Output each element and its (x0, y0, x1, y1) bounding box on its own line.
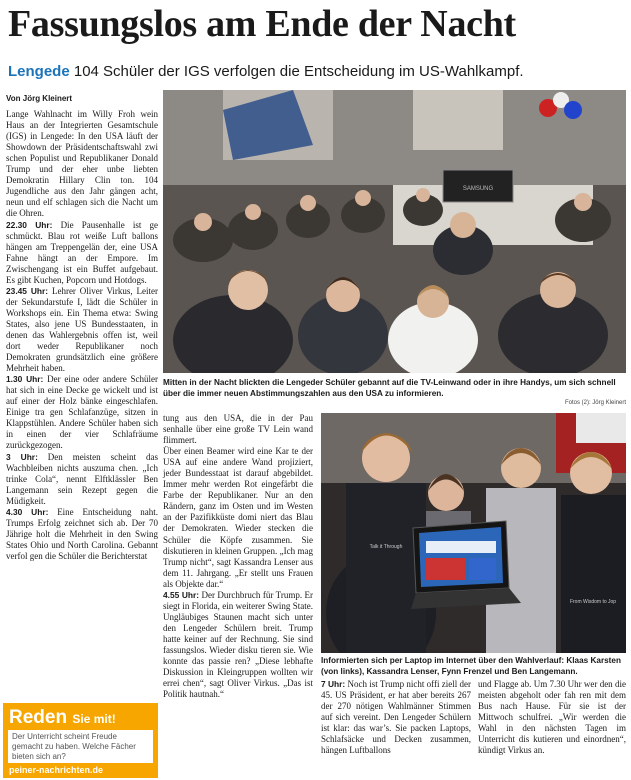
photo-laptop-group (321, 413, 626, 653)
time-label: 4.30 Uhr: (6, 506, 49, 517)
article-column-3 (321, 679, 471, 756)
paragraph-text: Eine Entscheidung naht. Trumps Erfolg zeichnet sich ab. Der 70 Jährige holt die Mehrheit in den Swing States Ohio und North Carolina. Gebannt verfol gen die Schüler die Berichterstat (6, 506, 159, 561)
article-column-4 (478, 679, 626, 756)
subline-kicker: Lengede (8, 63, 70, 80)
paragraph: Lange Wahlnacht im Willy Froh wein Haus an der Integrierten Gesamtschule (IGS) in Lengede: In den USA läuft der Showdown der Präsidentschaftswahl zwi schen Populist und Republikaner Donald Trump und der eher unbe liebten Demokratin Hillary Clin ton. 104 Jugendliche aus den Jahr gängen acht, neun und elf schlagen sich die Nacht um die Ohren. (6, 109, 158, 219)
subline (8, 62, 628, 82)
time-label: 1.30 Uhr: (6, 374, 44, 385)
reader-promo-box[interactable] (3, 703, 158, 778)
promo-title-suffix: Sie mit! (72, 712, 116, 726)
promo-title (9, 707, 116, 730)
article-column-2 (163, 413, 313, 700)
paragraph: Über einen Beamer wird eine Kar te der USA auf eine andere Wand projiziert, jeder Bundesstaat ist darauf abgebildet. Immer mehr werden Rot eingefärbt die Farbe der Republikaner. Nur an den Rändern, ganz im Osten und im Westen an der Pazifikküste domi niert das Blau der Demokraten. Wieder stecken die Schüler die Köpfe zusammen. Sie diskutieren in kleinen Gruppen. „Ich mag Trump nicht“, sagt Kassandra Lenser aus dem 11. Jahrgang. „Er stellt uns Frauen als Objekte dar.“ (163, 446, 313, 589)
laptop-brand: SAMSUNG (462, 186, 494, 192)
paragraph: tung aus den USA, die in der Pau senhalle über eine große TV Lein wand flimmert. (163, 413, 313, 446)
paragraph (6, 286, 158, 374)
paragraph-text: Der Durchbruch für Trump. Er siegt in Florida, ein weiterer Swing State. Ungläubiges Staunen macht sich unter den Lengeder Schülern breit. Trump hatte keiner auf der Rechnung. Sie sind fassungslos. Wieder disku tieren sie. Wie konnte das passie ren? „Diese lebhafte Diskussion in Kleingruppen wollten wir errei chen“, sagt Oliver Virkus. „Das ist Politik hautnah.“ (163, 589, 314, 700)
paragraph-text: Der eine oder andere Schüler hat sich in eine Decke ge wickelt und ist auf einer der Holz bänke eingeschlafen. Einige tra gen Schlafanzüge, sitzen in Klappstühlen. Andere Schüler haben sich in einen der vier Schlafräume zurückgezogen. (6, 374, 159, 451)
promo-link[interactable]: peiner-nachrichten.de (9, 765, 104, 775)
article-column-1 (6, 93, 158, 562)
paragraph-text: Die Pausenhalle ist ge schmückt. Blau rot weiße Luft ballons hängen am Treppengelän der, eine USA Fahne hängt an der Empore. Im Zwischengang ist ein Buffet aufgebaut. Es gibt Kuchen, Popcorn und Hotdogs. (6, 219, 159, 285)
time-label: 23.45 Uhr: (6, 285, 49, 296)
paragraph (6, 374, 158, 451)
subline-text: 104 Schüler der IGS verfolgen die Entscheidung im US-Wahlkampf. (73, 63, 524, 80)
paragraph (163, 590, 313, 700)
time-label: 7 Uhr: (321, 679, 346, 689)
promo-question: Der Unterricht scheint Freude gemacht zu haben. Welche Fächer bieten sich an? (8, 730, 153, 763)
paragraph-text: Den meisten scheint das Wachbleiben nichts auszuma chen. „Ich trinke Cola“, nennt Elftklässler Ben Langemann sein Rezept gegen die Müdigkeit. (6, 451, 158, 506)
photo-students-watching (163, 90, 626, 373)
paragraph-text: Noch ist Trump nicht offi ziell der 45. US Präsident, er hat aber bereits 267 der 270 nötigen Wahlmänner Stimmen auf sich vereint. Den Lengeder Schülern ist klar: das war’s. Sie packen Laptops, Schlafsäcke und Decken zusammen, hängen Luftballons (321, 679, 472, 756)
photo-illustration (321, 413, 626, 653)
photo1-caption: Mitten in der Nacht blickten die Lengeder Schüler gebannt auf die TV-Leinwand oder in ihre Handys, um sich schnell über die immer neuen Abstimmungszahlen aus den USA zu informieren. (163, 378, 616, 398)
paragraph (6, 452, 158, 507)
paragraph: und Flagge ab. Um 7.30 Uhr wer den die meisten abgeholt oder fah ren mit dem Bus nach Hause. Für sie ist der Mittwoch schulfrei. „Wir werden die Wahl in den nächsten Tagen im Unterricht dis kutieren und einordnen“, kündigt Virkus an. (478, 679, 626, 756)
photo2-caption: Informierten sich per Laptop im Internet über den Wahlverlauf: Klaas Karsten (von links), Kassandra Lenser, Fynn Frenzel und Ben Langemann. (321, 656, 621, 676)
promo-title-main: Reden (9, 707, 68, 728)
time-label: 4.55 Uhr: (163, 589, 200, 600)
paragraph-text: Lehrer Oliver Virkus, Leiter der Sekundarstufe I, lädt die Schüler in Workshops ein. Ein Thema etwa: Swing States, also jene US Bundesstaaten, in denen das Wahlergebnis offen ist, weil dort weder Republikaner noch Demokraten grundsätzlich eine größere Mehrheit haben. (6, 285, 158, 374)
headline: Fassungslos am Ende der Nacht (8, 3, 516, 45)
shirt-print: From Wisdom to Jop (569, 599, 617, 605)
paragraph (6, 507, 158, 562)
photo-illustration (163, 90, 626, 373)
byline: Von Jörg Kleinert (6, 94, 73, 103)
shirt-print: Talk it Through (369, 544, 403, 550)
paragraph (321, 679, 471, 756)
paragraph (6, 220, 158, 286)
time-label: 22.30 Uhr: (6, 219, 53, 230)
photo-credit: Fotos (2): Jörg Kleinert (564, 400, 626, 406)
time-label: 3 Uhr: (6, 451, 38, 462)
